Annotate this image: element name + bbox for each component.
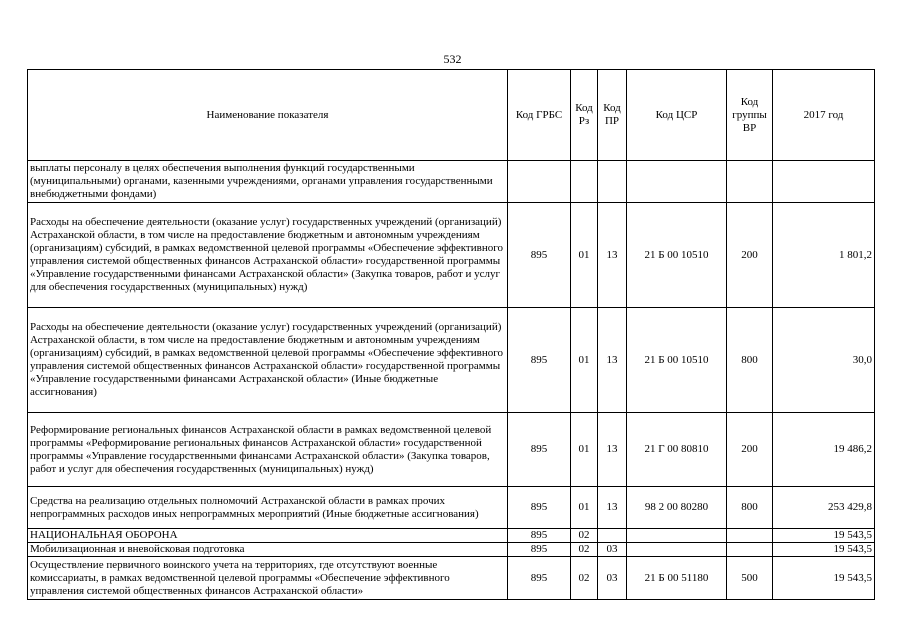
- cell-vr: [727, 529, 773, 543]
- cell-rz: 01: [571, 308, 598, 413]
- header-name: Наименование показателя: [28, 70, 508, 161]
- header-pr: Код ПР: [598, 70, 627, 161]
- header-vr: Код группы ВР: [727, 70, 773, 161]
- cell-amount: 19 486,2: [773, 413, 875, 487]
- cell-name: выплаты персоналу в целях обеспечения выполнения функций государственными (муниципальными) органами, казенными учреждениями, органами управления государственными внебюджетными фондами): [28, 161, 508, 203]
- cell-csr: 21 Б 00 10510: [627, 308, 727, 413]
- cell-grbs: [508, 161, 571, 203]
- cell-vr: [727, 543, 773, 557]
- budget-table: [27, 69, 875, 600]
- cell-name: Реформирование региональных финансов Астраханской области в рамках ведомственной целевой программы «Реформирование региональных финансов Астраханской области» государственной программы «Управление государственными финансами Астраханской области» (Закупка товаров, работ и услуг для обеспечения государственных (муниципальных) нужд): [28, 413, 508, 487]
- cell-name: Расходы на обеспечение деятельности (оказание услуг) государственных учреждений (организаций) Астраханской области, в том числе на предоставление бюджетным и автономным учреждениям (организациям) субсидий, в рамках ведомственной целевой программы «Обеспечение эффективного управления системой общественных финансов Астраханской области» государственной программы «Управление государственными финансами Астраханской области» (Иные бюджетные ассигнования): [28, 308, 508, 413]
- cell-amount: [773, 161, 875, 203]
- cell-grbs: 895: [508, 308, 571, 413]
- cell-name: Осуществление первичного воинского учета на территориях, где отсутствуют военные комиссариаты, в рамках ведомственной целевой программы «Обеспечение эффективного управления системой общественных финансов Астраханской области»: [28, 557, 508, 600]
- cell-csr: [627, 161, 727, 203]
- table-row: [28, 308, 875, 413]
- table-row: [28, 161, 875, 203]
- cell-vr: 800: [727, 487, 773, 529]
- header-csr: Код ЦСР: [627, 70, 727, 161]
- cell-csr: 21 Б 00 51180: [627, 557, 727, 600]
- cell-pr: 03: [598, 557, 627, 600]
- cell-vr: 500: [727, 557, 773, 600]
- cell-rz: 02: [571, 557, 598, 600]
- cell-rz: 02: [571, 543, 598, 557]
- table-row: [28, 203, 875, 308]
- cell-amount: 19 543,5: [773, 557, 875, 600]
- cell-grbs: 895: [508, 487, 571, 529]
- cell-csr: 21 Б 00 10510: [627, 203, 727, 308]
- cell-grbs: 895: [508, 543, 571, 557]
- header-year: 2017 год: [773, 70, 875, 161]
- table-row: [28, 543, 875, 557]
- cell-csr: [627, 529, 727, 543]
- cell-name: Мобилизационная и вневойсковая подготовка: [28, 543, 508, 557]
- cell-amount: 19 543,5: [773, 529, 875, 543]
- cell-pr: [598, 529, 627, 543]
- header-rz: Код Рз: [571, 70, 598, 161]
- cell-grbs: 895: [508, 203, 571, 308]
- cell-vr: 200: [727, 203, 773, 308]
- header-grbs: Код ГРБС: [508, 70, 571, 161]
- cell-amount: 1 801,2: [773, 203, 875, 308]
- cell-rz: 02: [571, 529, 598, 543]
- cell-name: НАЦИОНАЛЬНАЯ ОБОРОНА: [28, 529, 508, 543]
- cell-grbs: 895: [508, 413, 571, 487]
- cell-pr: 13: [598, 203, 627, 308]
- cell-name: Средства на реализацию отдельных полномочий Астраханской области в рамках прочих непрограммных расходов иных непрограммных мероприятий (Иные бюджетные ассигнования): [28, 487, 508, 529]
- table-row: [28, 487, 875, 529]
- cell-rz: [571, 161, 598, 203]
- table-row: [28, 529, 875, 543]
- cell-rz: 01: [571, 487, 598, 529]
- cell-pr: 13: [598, 413, 627, 487]
- page-number: 532: [443, 52, 462, 66]
- cell-amount: 30,0: [773, 308, 875, 413]
- cell-grbs: 895: [508, 557, 571, 600]
- table-header-row: [28, 70, 875, 161]
- table-row: [28, 557, 875, 600]
- cell-amount: 19 543,5: [773, 543, 875, 557]
- cell-name: Расходы на обеспечение деятельности (оказание услуг) государственных учреждений (организаций) Астраханской области, в том числе на предоставление бюджетным и автономным учреждениям (организациям) субсидий, в рамках ведомственной целевой программы «Обеспечение эффективного управления системой общественных финансов Астраханской области» государственной программы «Управление государственными финансами Астраханской области» (Закупка товаров, работ и услуг для обеспечения государственных (муниципальных) нужд): [28, 203, 508, 308]
- cell-csr: 98 2 00 80280: [627, 487, 727, 529]
- cell-csr: [627, 543, 727, 557]
- cell-csr: 21 Г 00 80810: [627, 413, 727, 487]
- table-row: [28, 413, 875, 487]
- cell-pr: 13: [598, 487, 627, 529]
- cell-vr: [727, 161, 773, 203]
- cell-pr: 13: [598, 308, 627, 413]
- cell-vr: 800: [727, 308, 773, 413]
- cell-pr: 03: [598, 543, 627, 557]
- cell-amount: 253 429,8: [773, 487, 875, 529]
- cell-vr: 200: [727, 413, 773, 487]
- cell-rz: 01: [571, 413, 598, 487]
- cell-rz: 01: [571, 203, 598, 308]
- cell-grbs: 895: [508, 529, 571, 543]
- cell-pr: [598, 161, 627, 203]
